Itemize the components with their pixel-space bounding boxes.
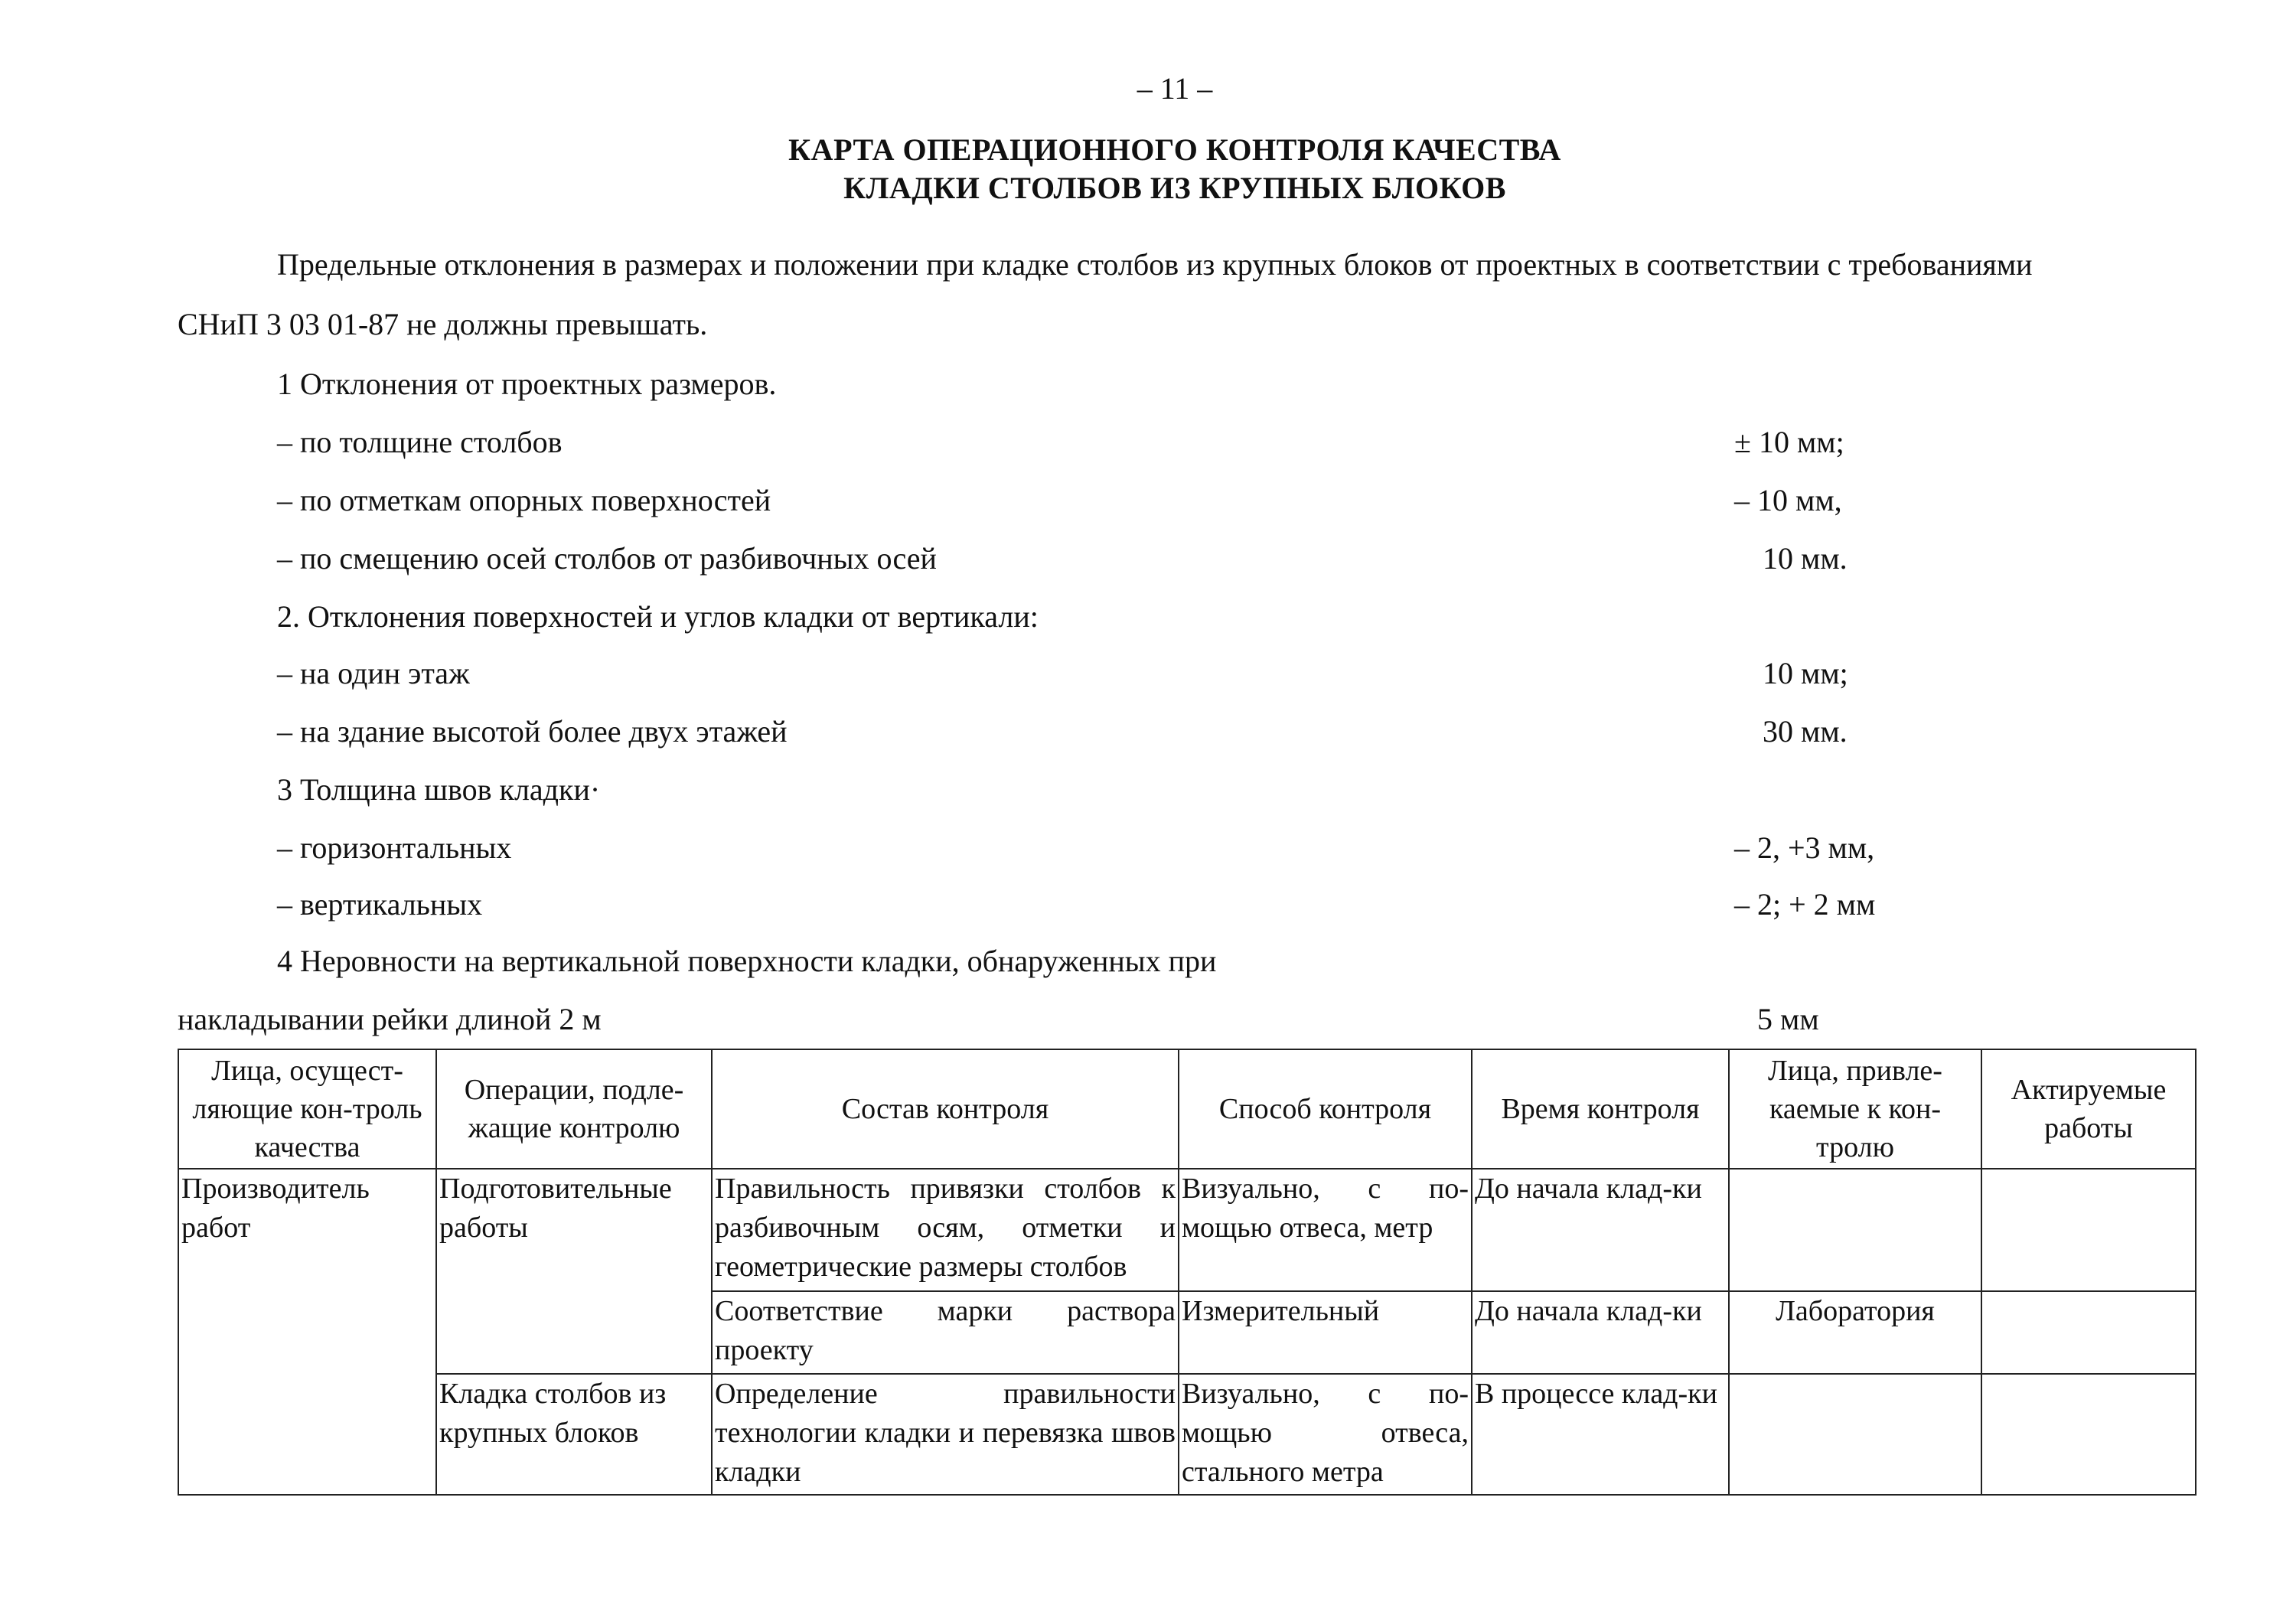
tolerance-item-vertical: – вертикальных (277, 887, 483, 922)
document-title-line-2: КЛАДКИ СТОЛБОВ ИЗ КРУПНЫХ БЛОКОВ (843, 171, 1506, 205)
cell-method: Визуально, с по-мощью отвеса, метр (1179, 1169, 1472, 1291)
header-time: Время контроля (1472, 1049, 1729, 1169)
tolerance-heading-1: 1 Отклонения от проектных размеров. (277, 367, 777, 401)
header-operations: Операции, подле-жащие контролю (436, 1049, 712, 1169)
tolerance-item-one-floor: – на один этаж (277, 656, 470, 690)
tolerance-item-unevenness: накладывании рейки длиной 2 м (178, 1002, 602, 1036)
tolerance-heading-4: 4 Неровности на вертикальной поверхности кладки, обнаруженных при (277, 944, 1217, 978)
cell-involved (1729, 1169, 1981, 1291)
cell-acts (1981, 1169, 2196, 1291)
tolerance-value-thickness: ± 10 мм; (1734, 425, 1844, 459)
tolerance-item-thickness: – по толщине столбов (277, 425, 563, 459)
tolerance-item-building: – на здание высотой более двух этажей (277, 714, 788, 749)
cell-time: До начала клад-ки (1472, 1169, 1729, 1291)
cell-time: До начала клад-ки (1472, 1291, 1729, 1374)
cell-involved: Лаборатория (1729, 1291, 1981, 1374)
cell-acts (1981, 1291, 2196, 1374)
cell-time: В процессе клад-ки (1472, 1374, 1729, 1495)
cell-method: Измерительный (1179, 1291, 1472, 1374)
cell-involved (1729, 1374, 1981, 1495)
cell-acts (1981, 1374, 2196, 1495)
quality-control-table (178, 1049, 2197, 1496)
table-row (178, 1169, 2196, 1291)
cell-operation-prep: Подготовительные работы (436, 1169, 712, 1374)
tolerance-heading-2: 2. Отклонения поверхностей и углов кладки от вертикали: (277, 599, 1039, 634)
header-method: Способ контроля (1179, 1049, 1472, 1169)
header-controllers: Лица, осущест-ляющие кон-троль качества (178, 1049, 436, 1169)
tolerance-value-building: 30 мм. (1763, 714, 1848, 749)
header-acts: Актируемые работы (1981, 1049, 2196, 1169)
tolerance-item-horizontal: – горизонтальных (277, 830, 512, 865)
tolerance-heading-3: 3 Толщина швов кладки· (277, 772, 601, 807)
tolerance-value-axis-offset: 10 мм. (1763, 541, 1848, 576)
tolerance-item-axis-offset: – по смещению осей столбов от разбивочных осей (277, 541, 937, 576)
header-composition: Состав контроля (712, 1049, 1179, 1169)
tolerance-value-vertical: – 2; + 2 мм (1734, 887, 1876, 922)
table-row (178, 1374, 2196, 1495)
cell-operation-masonry: Кладка столбов из крупных блоков (436, 1374, 712, 1495)
cell-composition: Соответствие марки раствора проекту (712, 1291, 1179, 1374)
tolerance-value-one-floor: 10 мм; (1763, 656, 1848, 690)
tolerance-item-bearing-marks: – по отметкам опорных поверхностей (277, 483, 771, 517)
cell-method: Визуально, с по-мощью отвеса, стального метра (1179, 1374, 1472, 1495)
tolerance-value-horizontal: – 2, +3 мм, (1734, 830, 1875, 865)
cell-composition: Правильность привязки столбов к разбивочным осям, отметки и геометрические размеры столбов (712, 1169, 1179, 1291)
table-header-row (178, 1049, 2196, 1169)
intro-paragraph-line-1: Предельные отклонения в размерах и положении при кладке столбов из крупных блоков от проектных в соответствии с требованиями (277, 247, 2033, 282)
cell-composition: Определение правильности технологии кладки и перевязка швов кладки (712, 1374, 1179, 1495)
page-number: – 11 – (1137, 71, 1213, 106)
tolerance-value-unevenness: 5 мм (1757, 1002, 1819, 1036)
header-involved: Лица, привле-каемые к кон-тролю (1729, 1049, 1981, 1169)
cell-performer: Производитель работ (178, 1169, 436, 1495)
intro-paragraph-line-2: СНиП 3 03 01-87 не должны превышать. (178, 307, 708, 341)
tolerance-value-bearing-marks: – 10 мм, (1734, 483, 1842, 517)
document-title-line-1: КАРТА ОПЕРАЦИОННОГО КОНТРОЛЯ КАЧЕСТВА (788, 132, 1561, 167)
